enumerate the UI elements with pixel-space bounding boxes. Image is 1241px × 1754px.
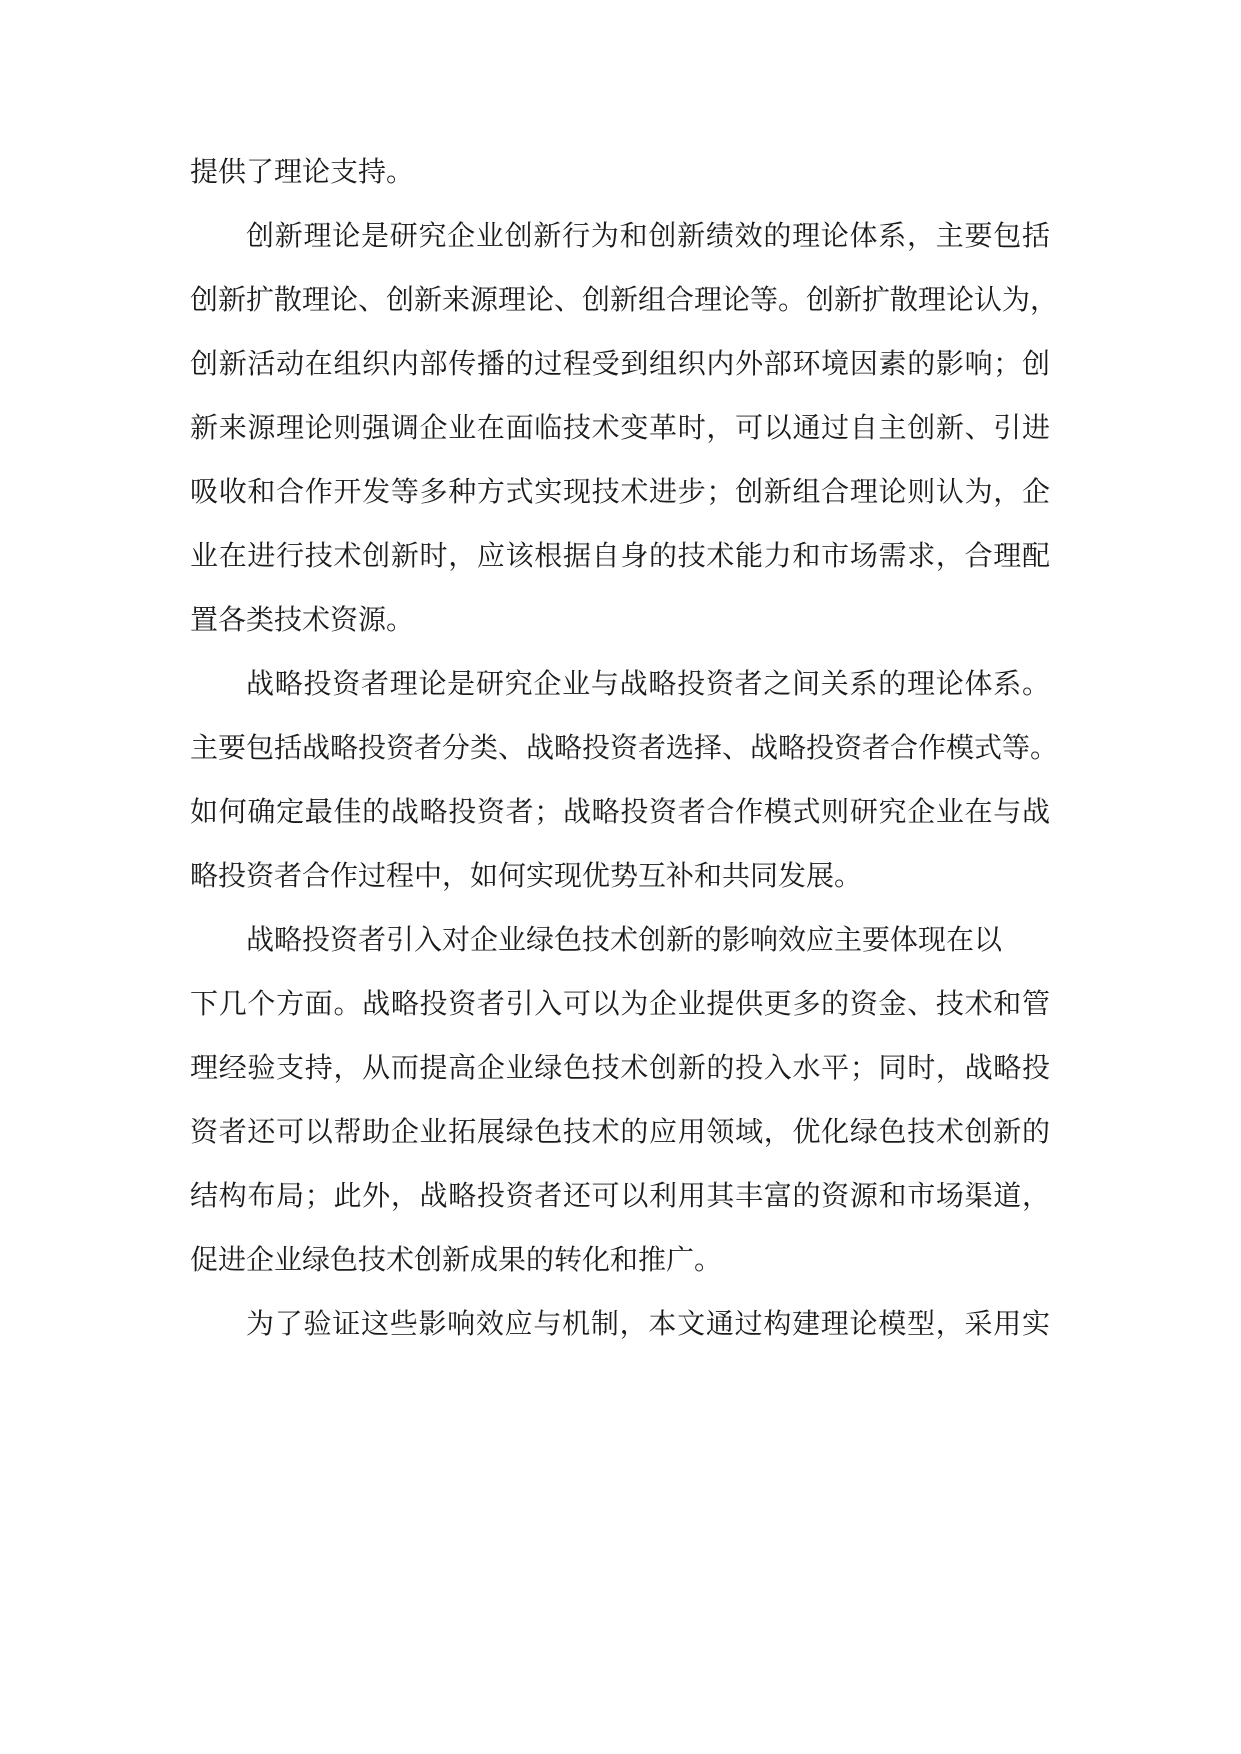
text-line: 置各类技术资源。 [190,603,415,636]
text-line: 下几个方面。战略投资者引入可以为企业提供更多的资金、技术和管 [190,987,1050,1020]
text-line: 结构布局；此外，战略投资者还可以利用其丰富的资源和市场渠道， [190,1179,1050,1212]
text-line: 吸收和合作开发等多种方式实现技术进步；创新组合理论则认为，企 [190,475,1050,508]
text-line: 主要包括战略投资者分类、战略投资者选择、战略投资者合作模式等。 [190,731,1059,764]
text-line: 资者还可以帮助企业拓展绿色技术的应用领域，优化绿色技术创新的 [190,1115,1050,1148]
text-line: 理经验支持，从而提高企业绿色技术创新的投入水平；同时，战略投 [190,1051,1050,1084]
text-line: 创新活动在组织内部传播的过程受到组织内外部环境因素的影响；创 [190,347,1050,380]
text-line: 创新理论是研究企业创新行为和创新绩效的理论体系，主要包括 [246,219,1050,252]
text-line: 业在进行技术创新时，应该根据自身的技术能力和市场需求，合理配 [190,539,1050,572]
text-line: 新来源理论则强调企业在面临技术变革时，可以通过自主创新、引进 [190,411,1050,444]
text-line: 提供了理论支持。 [190,155,415,188]
text-line: 如何确定最佳的战略投资者；战略投资者合作模式则研究企业在与战 [190,795,1050,828]
body-text [190,140,1059,1356]
text-line: 略投资者合作过程中，如何实现优势互补和共同发展。 [190,859,863,892]
text-line: 促进企业绿色技术创新成果的转化和推广。 [190,1243,723,1276]
text-line: 战略投资者引入对企业绿色技术创新的影响效应主要体现在以 [246,923,1003,956]
text-line: 创新扩散理论、创新来源理论、创新组合理论等。创新扩散理论认为， [190,283,1059,316]
text-line: 战略投资者理论是研究企业与战略投资者之间关系的理论体系。 [246,667,1050,700]
text-line: 为了验证这些影响效应与机制，本文通过构建理论模型，采用实 [246,1307,1050,1340]
